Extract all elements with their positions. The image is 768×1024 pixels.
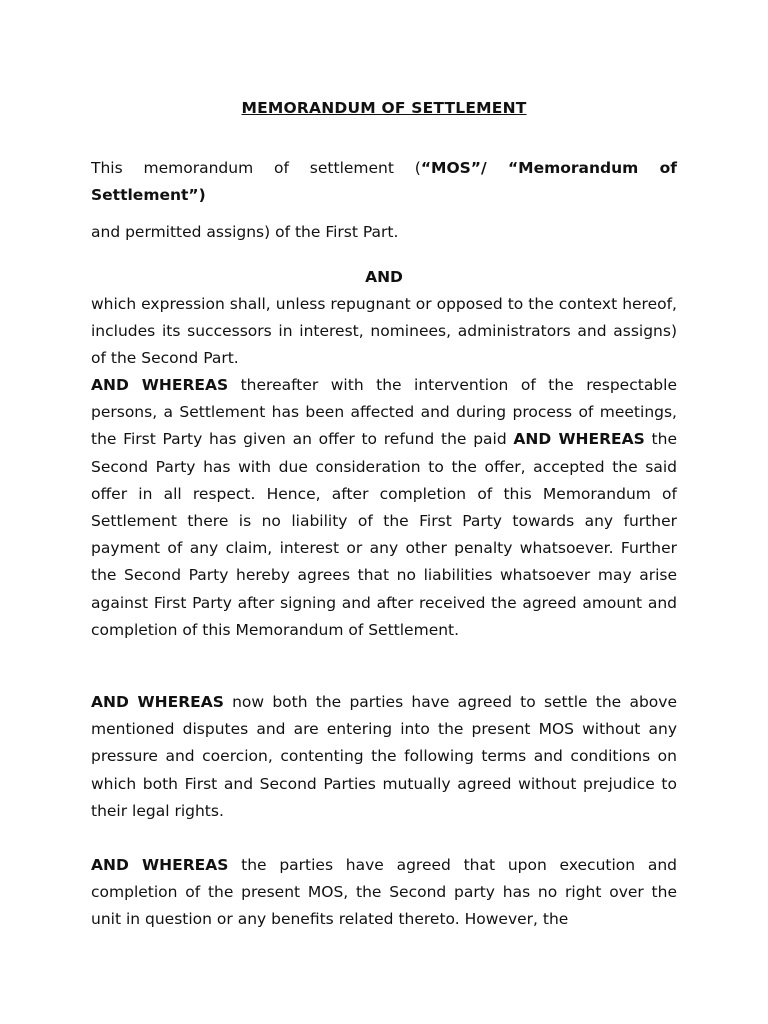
whereas-lead-inline: AND WHEREAS (513, 430, 645, 449)
whereas-text: now both the parties have agreed to settle the above mentioned disputes and are entering into the present MOS without any pressure and coercion, contenting the following terms and conditions on which both First and Second Parties mutually agreed without prejudice to their legal rights. (91, 693, 677, 820)
document-title: MEMORANDUM OF SETTLEMENT (241, 99, 527, 117)
whereas-paragraph-2 (91, 689, 677, 825)
whereas-text-continued: the Second Party has with due consideration to the offer, accepted the said offer in all respect. Hence, after completion of this Memorandum of Settlement there is no liability of the First Party towards any further payment of any claim, interest or any other penalty whatsoever. Further the Second Party hereby agrees that no liabilities whatsoever may arise against First Party after signing and after received the agreed amount and completion of this Memorandum of Settlement. (91, 430, 677, 639)
intro-text: This memorandum of settlement ( (91, 159, 421, 177)
whereas-paragraph-1 (91, 372, 677, 644)
whereas-lead: AND WHEREAS (91, 376, 229, 394)
first-part-line: and permitted assigns) of the First Part. (91, 223, 399, 241)
and-heading: AND (365, 268, 403, 286)
second-part-paragraph: which expression shall, unless repugnant or opposed to the context hereof, includes its successors in interest, nominees, administrators and assigns) of the Second Part. (91, 295, 677, 368)
whereas-text: thereafter with the intervention of the respectable persons, a Settlement has been affected and during process of meetings, the First Party has given an offer to refund the paid (91, 376, 677, 449)
whereas-paragraph-3 (91, 852, 677, 934)
intro-bold-phrase: “MOS”/ “Memorandum of Settlement”) (91, 159, 677, 205)
whereas-text: the parties have agreed that upon execution and completion of the present MOS, the Second party has no right over the unit in question or any benefits related thereto. However, the (91, 856, 677, 929)
whereas-lead: AND WHEREAS (91, 693, 224, 711)
whereas-lead: AND WHEREAS (91, 856, 229, 874)
intro-paragraph (91, 155, 677, 209)
